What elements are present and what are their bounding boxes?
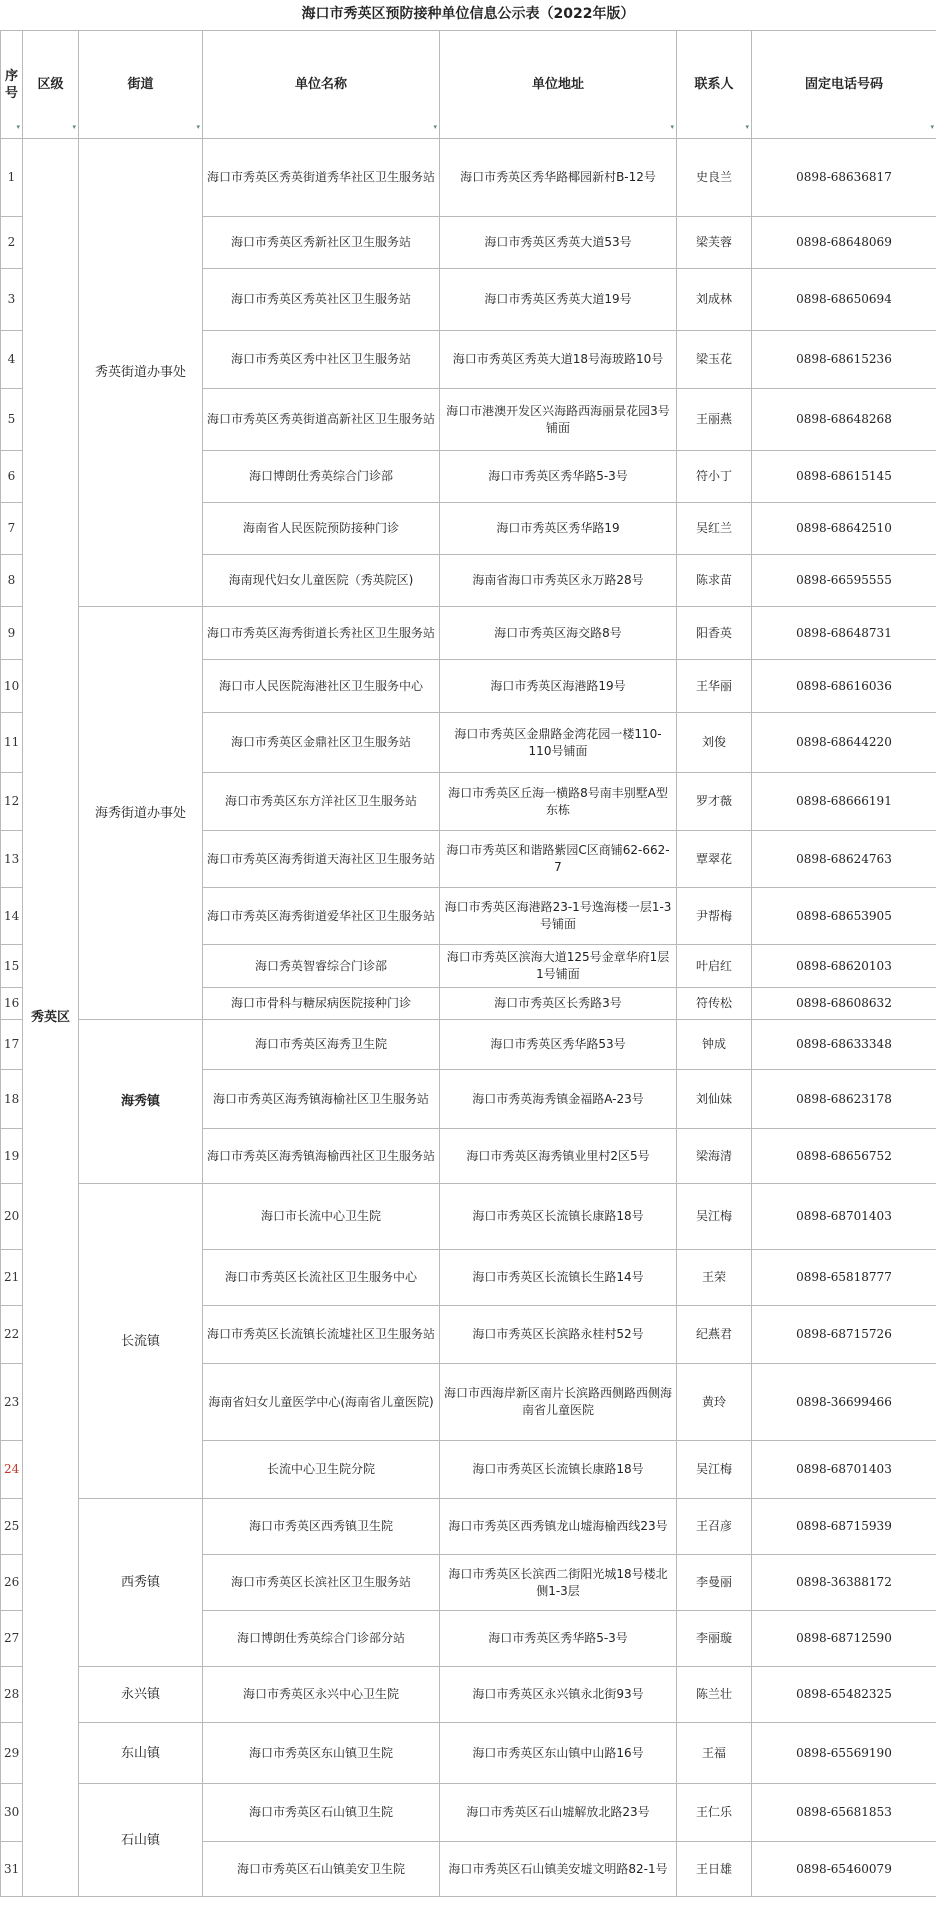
contact-cell: 黄玲 <box>677 1364 752 1441</box>
header-district <box>23 31 79 139</box>
phone-cell: 0898-68608632 <box>752 988 936 1020</box>
phone-cell: 0898-68633348 <box>752 1020 936 1070</box>
phone-cell: 0898-68712590 <box>752 1611 936 1667</box>
phone-cell: 0898-68623178 <box>752 1070 936 1129</box>
row-number: 27 <box>1 1611 23 1667</box>
contact-cell: 刘俊 <box>677 713 752 773</box>
street-cell: 石山镇 <box>79 1784 203 1897</box>
contact-cell: 李曼丽 <box>677 1555 752 1611</box>
contact-cell: 王华丽 <box>677 660 752 713</box>
unit-name-cell: 海口市秀英区西秀镇卫生院 <box>203 1499 440 1555</box>
unit-name-cell: 海口市秀英区金鼎社区卫生服务站 <box>203 713 440 773</box>
row-number: 5 <box>1 389 23 451</box>
unit-name-cell: 海口市秀英区东山镇卫生院 <box>203 1723 440 1784</box>
unit-name-cell: 海口市秀英区长流镇长流墟社区卫生服务站 <box>203 1306 440 1364</box>
unit-address-cell: 海口市秀英区秀华路19 <box>440 503 677 555</box>
unit-address-cell: 海口市秀英区长流镇长康路18号 <box>440 1441 677 1499</box>
phone-cell: 0898-68701403 <box>752 1184 936 1250</box>
unit-address-cell: 海口市秀英区长滨路永桂村52号 <box>440 1306 677 1364</box>
table-row <box>1 1723 936 1784</box>
table-row <box>1 1667 936 1723</box>
row-number: 14 <box>1 888 23 945</box>
header-label: 单位地址 <box>531 77 584 92</box>
unit-address-cell: 海口市秀英区长秀路3号 <box>440 988 677 1020</box>
unit-address-cell: 海口市秀英区长流镇长康路18号 <box>440 1184 677 1250</box>
phone-cell: 0898-66595555 <box>752 555 936 607</box>
unit-address-cell: 海口市秀英区丘海一横路8号南丰别墅A型东栋 <box>440 773 677 831</box>
header-label: 单位名称 <box>294 77 347 92</box>
phone-cell: 0898-68648731 <box>752 607 936 660</box>
unit-address-cell: 海口市秀英区西秀镇龙山墟海榆西线23号 <box>440 1499 677 1555</box>
street-cell: 西秀镇 <box>79 1499 203 1667</box>
phone-cell: 0898-65681853 <box>752 1784 936 1842</box>
row-number: 16 <box>1 988 23 1020</box>
contact-cell: 尹帮梅 <box>677 888 752 945</box>
phone-cell: 0898-68636817 <box>752 139 936 217</box>
contact-cell: 王日雄 <box>677 1842 752 1897</box>
phone-cell: 0898-65460079 <box>752 1842 936 1897</box>
unit-name-cell: 海口市秀英区海秀街道爱华社区卫生服务站 <box>203 888 440 945</box>
unit-name-cell: 海口市秀英区石山镇卫生院 <box>203 1784 440 1842</box>
contact-cell: 刘成林 <box>677 269 752 331</box>
table-row <box>1 139 936 217</box>
unit-address-cell: 海口市秀英区海秀镇业里村2区5号 <box>440 1129 677 1184</box>
header-label: 街道 <box>127 77 154 92</box>
dropdown-filter-icon[interactable]: ▾ <box>433 123 437 131</box>
unit-name-cell: 海口市秀英区海秀街道天海社区卫生服务站 <box>203 831 440 888</box>
phone-cell: 0898-68615145 <box>752 451 936 503</box>
unit-address-cell: 海口市秀英区秀华路5-3号 <box>440 1611 677 1667</box>
phone-cell: 0898-68715726 <box>752 1306 936 1364</box>
header-label: 序号 <box>4 68 18 101</box>
unit-name-cell: 海口市秀英区海秀镇海榆西社区卫生服务站 <box>203 1129 440 1184</box>
unit-name-cell: 海口市秀英区永兴中心卫生院 <box>203 1667 440 1723</box>
table-row <box>1 607 936 660</box>
contact-cell: 符小丁 <box>677 451 752 503</box>
row-number: 13 <box>1 831 23 888</box>
unit-name-cell: 海口市秀英区长流社区卫生服务中心 <box>203 1250 440 1306</box>
contact-cell: 王福 <box>677 1723 752 1784</box>
street-cell: 秀英街道办事处 <box>79 139 203 607</box>
contact-cell: 钟成 <box>677 1020 752 1070</box>
row-number: 9 <box>1 607 23 660</box>
unit-name-cell: 长流中心卫生院分院 <box>203 1441 440 1499</box>
row-number: 22 <box>1 1306 23 1364</box>
dropdown-filter-icon[interactable]: ▾ <box>745 123 749 131</box>
row-number: 6 <box>1 451 23 503</box>
contact-cell: 陈兰壮 <box>677 1667 752 1723</box>
unit-address-cell: 海口市秀英区石山镇美安墟文明路82-1号 <box>440 1842 677 1897</box>
unit-address-cell: 海口市秀英区长滨西二街阳光城18号楼北侧1-3层 <box>440 1555 677 1611</box>
unit-address-cell: 海口市秀英区和谐路紫园C区商铺62-662-7 <box>440 831 677 888</box>
header-label: 固定电话号码 <box>804 77 883 92</box>
phone-cell: 0898-68701403 <box>752 1441 936 1499</box>
phone-cell: 0898-68616036 <box>752 660 936 713</box>
dropdown-filter-icon[interactable]: ▾ <box>16 123 20 131</box>
contact-cell: 王仁乐 <box>677 1784 752 1842</box>
phone-cell: 0898-68620103 <box>752 945 936 988</box>
unit-address-cell: 海口市港澳开发区兴海路西海丽景花园3号铺面 <box>440 389 677 451</box>
unit-address-cell: 海口市秀英区秀英大道53号 <box>440 217 677 269</box>
contact-cell: 王丽燕 <box>677 389 752 451</box>
row-number: 17 <box>1 1020 23 1070</box>
unit-address-cell: 海口市秀英区秀华路53号 <box>440 1020 677 1070</box>
unit-name-cell: 海口博朗仕秀英综合门诊部 <box>203 451 440 503</box>
contact-cell: 李丽璇 <box>677 1611 752 1667</box>
contact-cell: 吴江梅 <box>677 1441 752 1499</box>
contact-cell: 刘仙妹 <box>677 1070 752 1129</box>
row-number: 28 <box>1 1667 23 1723</box>
contact-cell: 吴江梅 <box>677 1184 752 1250</box>
vaccination-units-table <box>0 30 936 1897</box>
street-cell: 海秀镇 <box>79 1020 203 1184</box>
unit-address-cell: 海口市秀英区东山镇中山路16号 <box>440 1723 677 1784</box>
table-row <box>1 1184 936 1250</box>
unit-address-cell: 海口市秀英区石山墟解放北路23号 <box>440 1784 677 1842</box>
unit-address-cell: 海口市秀英海秀镇金福路A-23号 <box>440 1070 677 1129</box>
district-cell: 秀英区 <box>23 139 79 1897</box>
table-body <box>1 139 936 1897</box>
phone-cell: 0898-68648069 <box>752 217 936 269</box>
unit-name-cell: 海南省妇女儿童医学中心(海南省儿童医院) <box>203 1364 440 1441</box>
table-row <box>1 1784 936 1842</box>
unit-name-cell: 海口市秀英区秀英社区卫生服务站 <box>203 269 440 331</box>
unit-address-cell: 海口市西海岸新区南片长滨路西侧路西侧海南省儿童医院 <box>440 1364 677 1441</box>
unit-address-cell: 海口市秀英区长流镇长生路14号 <box>440 1250 677 1306</box>
contact-cell: 阳香英 <box>677 607 752 660</box>
contact-cell: 覃翠花 <box>677 831 752 888</box>
unit-name-cell: 海口市长流中心卫生院 <box>203 1184 440 1250</box>
phone-cell: 0898-68648268 <box>752 389 936 451</box>
row-number: 11 <box>1 713 23 773</box>
phone-cell: 0898-68715939 <box>752 1499 936 1555</box>
unit-address-cell: 海南省海口市秀英区永万路28号 <box>440 555 677 607</box>
row-number: 31 <box>1 1842 23 1897</box>
row-number: 19 <box>1 1129 23 1184</box>
unit-address-cell: 海口市秀英区秀华路椰园新村B-12号 <box>440 139 677 217</box>
unit-address-cell: 海口市秀英区海港路23-1号逸海楼一层1-3号铺面 <box>440 888 677 945</box>
phone-cell: 0898-68644220 <box>752 713 936 773</box>
header-phone <box>752 31 936 139</box>
phone-cell: 0898-68650694 <box>752 269 936 331</box>
phone-cell: 0898-68615236 <box>752 331 936 389</box>
row-number: 2 <box>1 217 23 269</box>
unit-name-cell: 海口市秀英区长滨社区卫生服务站 <box>203 1555 440 1611</box>
unit-address-cell: 海口市秀英区秀英大道18号海玻路10号 <box>440 331 677 389</box>
row-number: 7 <box>1 503 23 555</box>
contact-cell: 王召彦 <box>677 1499 752 1555</box>
row-number: 10 <box>1 660 23 713</box>
phone-cell: 0898-68653905 <box>752 888 936 945</box>
phone-cell: 0898-68656752 <box>752 1129 936 1184</box>
contact-cell: 符传松 <box>677 988 752 1020</box>
phone-cell: 0898-68666191 <box>752 773 936 831</box>
unit-name-cell: 海口市秀英区秀英街道高新社区卫生服务站 <box>203 389 440 451</box>
phone-cell: 0898-68624763 <box>752 831 936 888</box>
contact-cell: 梁海清 <box>677 1129 752 1184</box>
unit-name-cell: 海口市秀英区海秀镇海榆社区卫生服务站 <box>203 1070 440 1129</box>
header-contact <box>677 31 752 139</box>
unit-name-cell: 海南省人民医院预防接种门诊 <box>203 503 440 555</box>
unit-name-cell: 海口秀英智睿综合门诊部 <box>203 945 440 988</box>
unit-address-cell: 海口市秀英区金鼎路金湾花园一楼110-110号铺面 <box>440 713 677 773</box>
unit-name-cell: 海口市秀英区东方洋社区卫生服务站 <box>203 773 440 831</box>
unit-name-cell: 海口市秀英区秀新社区卫生服务站 <box>203 217 440 269</box>
street-cell: 永兴镇 <box>79 1667 203 1723</box>
row-number: 4 <box>1 331 23 389</box>
row-number: 24 <box>1 1441 23 1499</box>
row-number: 25 <box>1 1499 23 1555</box>
row-number: 20 <box>1 1184 23 1250</box>
row-number: 21 <box>1 1250 23 1306</box>
row-number: 15 <box>1 945 23 988</box>
contact-cell: 纪燕君 <box>677 1306 752 1364</box>
row-number: 26 <box>1 1555 23 1611</box>
phone-cell: 0898-65569190 <box>752 1723 936 1784</box>
phone-cell: 0898-36699466 <box>752 1364 936 1441</box>
phone-cell: 0898-68642510 <box>752 503 936 555</box>
unit-address-cell: 海口市秀英区海港路19号 <box>440 660 677 713</box>
street-cell: 长流镇 <box>79 1184 203 1499</box>
header-row <box>1 31 936 139</box>
header-unit-address <box>440 31 677 139</box>
unit-address-cell: 海口市秀英区秀华路5-3号 <box>440 451 677 503</box>
table-row <box>1 1020 936 1070</box>
phone-cell: 0898-36388172 <box>752 1555 936 1611</box>
unit-name-cell: 海口市秀英区海秀卫生院 <box>203 1020 440 1070</box>
dropdown-filter-icon[interactable]: ▾ <box>196 123 200 131</box>
contact-cell: 吴红兰 <box>677 503 752 555</box>
contact-cell: 叶启红 <box>677 945 752 988</box>
street-cell: 海秀街道办事处 <box>79 607 203 1020</box>
table-row <box>1 1499 936 1555</box>
contact-cell: 梁玉花 <box>677 331 752 389</box>
unit-name-cell: 海口市骨科与糖尿病医院接种门诊 <box>203 988 440 1020</box>
row-number: 30 <box>1 1784 23 1842</box>
row-number: 3 <box>1 269 23 331</box>
unit-name-cell: 海口市人民医院海港社区卫生服务中心 <box>203 660 440 713</box>
unit-name-cell: 海口市秀英区石山镇美安卫生院 <box>203 1842 440 1897</box>
row-number: 8 <box>1 555 23 607</box>
dropdown-filter-icon[interactable]: ▾ <box>930 123 934 131</box>
contact-cell: 罗才薇 <box>677 773 752 831</box>
row-number: 18 <box>1 1070 23 1129</box>
row-number: 1 <box>1 139 23 217</box>
unit-name-cell: 海南现代妇女儿童医院（秀英院区) <box>203 555 440 607</box>
header-unit-name <box>203 31 440 139</box>
phone-cell: 0898-65482325 <box>752 1667 936 1723</box>
dropdown-filter-icon[interactable]: ▾ <box>72 123 76 131</box>
phone-cell: 0898-65818777 <box>752 1250 936 1306</box>
unit-address-cell: 海口市秀英区秀英大道19号 <box>440 269 677 331</box>
contact-cell: 梁芙蓉 <box>677 217 752 269</box>
unit-address-cell: 海口市秀英区海交路8号 <box>440 607 677 660</box>
unit-name-cell: 海口博朗仕秀英综合门诊部分站 <box>203 1611 440 1667</box>
row-number: 12 <box>1 773 23 831</box>
unit-address-cell: 海口市秀英区滨海大道125号金章华府1层1号铺面 <box>440 945 677 988</box>
row-number: 29 <box>1 1723 23 1784</box>
page-title: 海口市秀英区预防接种单位信息公示表（2022年版） <box>301 6 635 22</box>
header-no <box>1 31 23 139</box>
street-cell: 东山镇 <box>79 1723 203 1784</box>
unit-name-cell: 海口市秀英区秀中社区卫生服务站 <box>203 331 440 389</box>
unit-address-cell: 海口市秀英区永兴镇永北街93号 <box>440 1667 677 1723</box>
header-label: 联系人 <box>694 77 734 92</box>
dropdown-filter-icon[interactable]: ▾ <box>670 123 674 131</box>
contact-cell: 陈求苗 <box>677 555 752 607</box>
header-street <box>79 31 203 139</box>
contact-cell: 史良兰 <box>677 139 752 217</box>
unit-name-cell: 海口市秀英区海秀街道长秀社区卫生服务站 <box>203 607 440 660</box>
contact-cell: 王荣 <box>677 1250 752 1306</box>
header-label: 区级 <box>37 77 64 92</box>
unit-name-cell: 海口市秀英区秀英街道秀华社区卫生服务站 <box>203 139 440 217</box>
row-number: 23 <box>1 1364 23 1441</box>
